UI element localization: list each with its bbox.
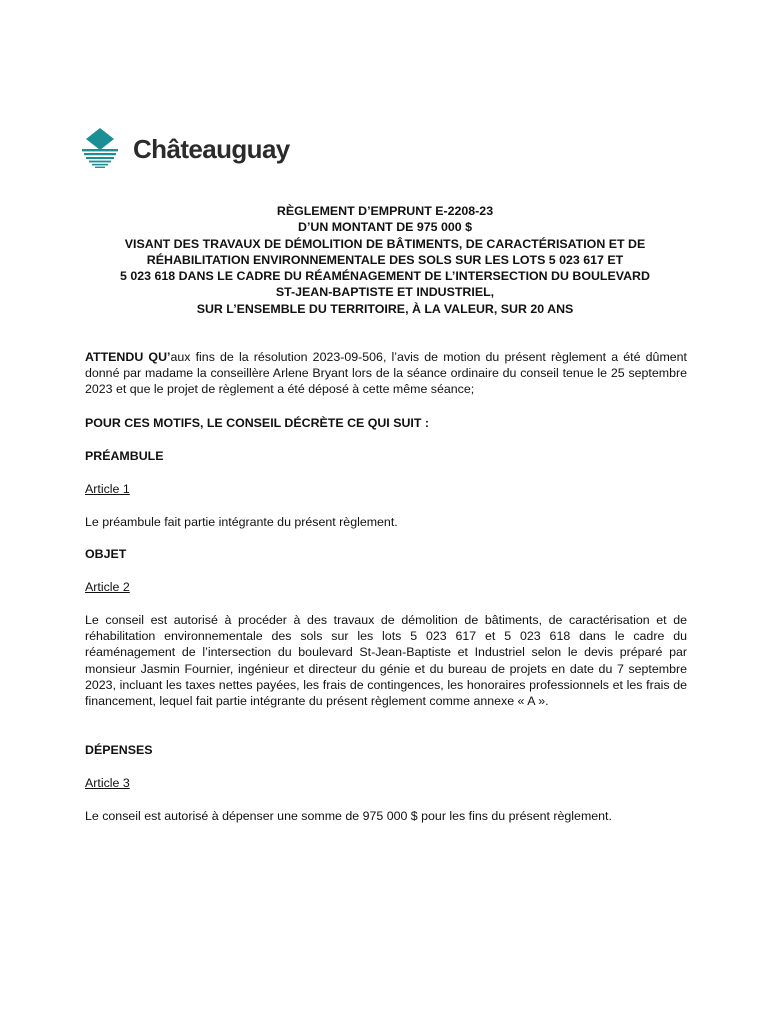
article-2-text: Le conseil est autorisé à procéder à des travaux de démolition de bâtiments, de caractérisation et de réhabilitation environnementale des sols sur les lots 5 023 617 et 5 023 618 dans le cadre du réaménagement de l’intersection du boulevard St-Jean-Baptiste et Industriel selon le devis préparé par monsieur Jasmin Fournier, ingénieur et directeur du génie et du bureau de projets en date du 7 septembre 2023, incluant les taxes nettes payées, les frais de contingences, les honoraires professionnels et les frais de financement, lequel fait partie intégrante du présent règlement comme annexe « A ». xyxy=(85,613,687,709)
article-3-text: Le conseil est autorisé à dépenser une somme de 975 000 $ pour les fins du présent règlement. xyxy=(85,809,612,823)
city-logo xyxy=(82,127,290,171)
article-1-label: Article 1 xyxy=(85,482,130,496)
title-line: RÉHABILITATION ENVIRONNEMENTALE DES SOLS SUR LES LOTS 5 023 617 ET xyxy=(146,252,624,267)
title-line: SUR L’ENSEMBLE DU TERRITOIRE, À LA VALEUR, SUR 20 ANS xyxy=(196,301,574,316)
title-line: 5 023 618 DANS LE CADRE DU RÉAMÉNAGEMENT DE L’INTERSECTION DU BOULEVARD xyxy=(120,269,650,284)
title-line: VISANT DES TRAVAUX DE DÉMOLITION DE BÂTIMENTS, DE CARACTÉRISATION ET DE xyxy=(124,236,646,251)
document-title xyxy=(70,203,700,317)
article-3-label: Article 3 xyxy=(85,776,130,790)
section-heading-objet: OBJET xyxy=(85,547,127,561)
title-line: ST-JEAN-BAPTISTE ET INDUSTRIEL, xyxy=(275,285,495,300)
article-1-text: Le préambule fait partie intégrante du présent règlement. xyxy=(85,515,398,529)
logo-wordmark: Châteauguay xyxy=(133,134,290,164)
article-2-label: Article 2 xyxy=(85,580,130,594)
title-line: RÈGLEMENT D’EMPRUNT E-2208-23 xyxy=(276,204,494,218)
attendu-paragraph xyxy=(85,349,687,398)
chateauguay-emblem-icon xyxy=(82,127,122,169)
attendu-text: aux fins de la résolution 2023-09-506, l’avis de motion du présent règlement a été dûment donné par madame la conseillère Arlene Bryant lors de la séance ordinaire du conseil tenue le 25 septembre 2023 et que le projet de règlement a été déposé à cette même séance; xyxy=(85,350,687,397)
title-line: D’UN MONTANT DE 975 000 $ xyxy=(298,220,472,235)
section-heading-preambule: PRÉAMBULE xyxy=(85,449,164,463)
section-heading-depenses: DÉPENSES xyxy=(85,743,153,757)
motifs-heading: POUR CES MOTIFS, LE CONSEIL DÉCRÈTE CE QUI SUIT : xyxy=(85,416,429,430)
attendu-label: ATTENDU QU’ xyxy=(85,350,171,364)
